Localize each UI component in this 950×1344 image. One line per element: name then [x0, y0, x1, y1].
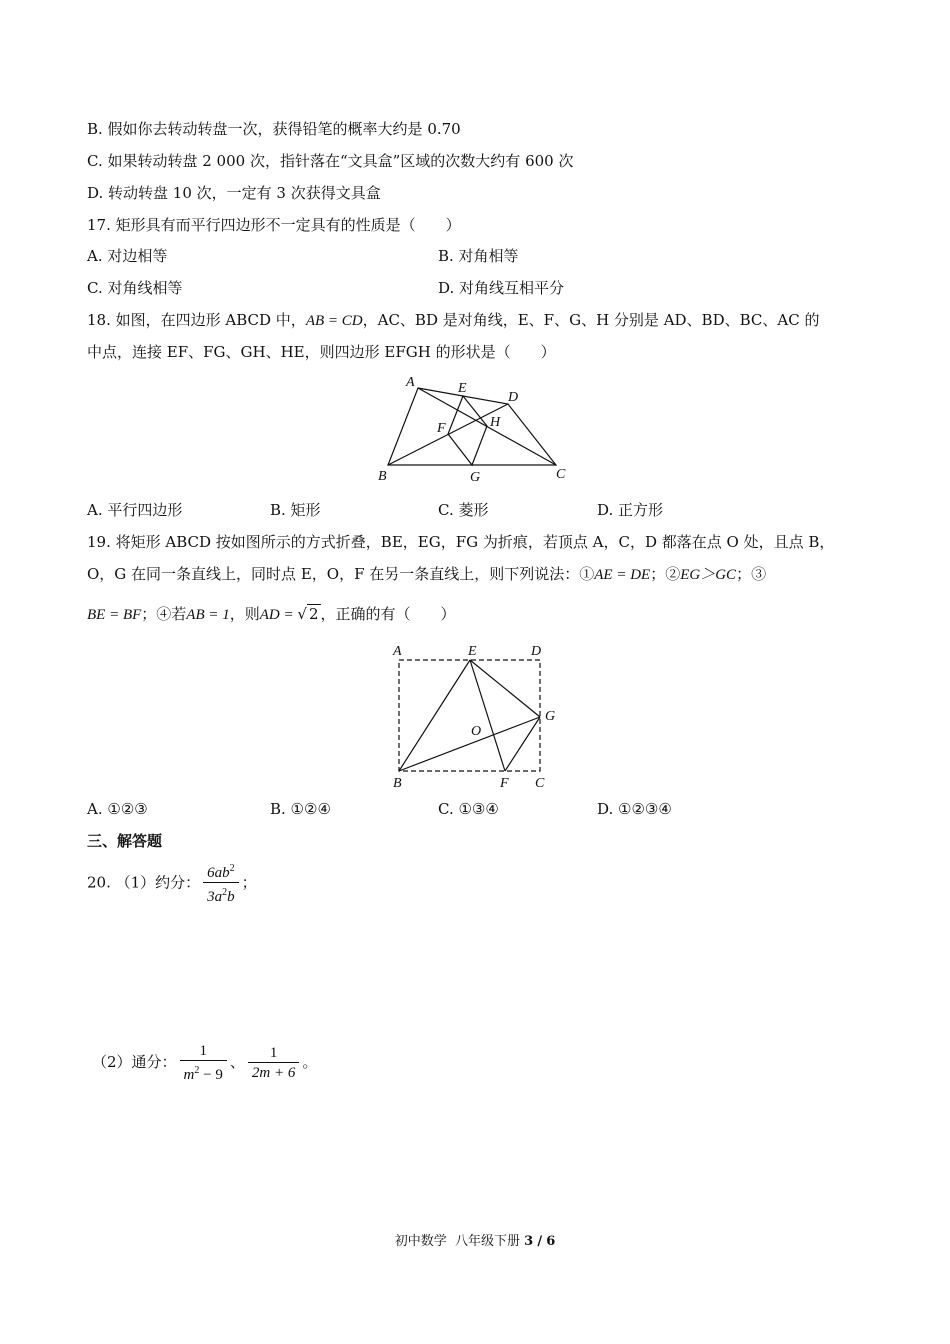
rect-abcd-dashed: [399, 660, 540, 771]
label-a: A: [406, 375, 415, 390]
q20-part2: （2）通分： $\frac{1}{m^2 - 9}$ 、 $\frac{1}{2m + 6}$ 。: [92, 1042, 318, 1083]
q18-option-b: B. 矩形: [270, 501, 321, 519]
fold-fg: [505, 717, 540, 771]
q20-part1: 20. （1）约分： $\frac{6ab^2}{3a^2b}$ ；: [87, 860, 257, 907]
fold-eg: [470, 660, 540, 717]
label-d: D: [508, 390, 519, 405]
section-heading: 三、解答题: [87, 832, 163, 850]
q18-stem-line1: 18. 如图，在四边形 ABCD 中，AB = CD，AC、BD 是对角线，E、F、G、H 分别是 AD、BD、BC、AC 的: [87, 311, 820, 329]
q19-stem-line2: O，G 在同一条直线上，同时点 E，O，F 在另一条直线上，则下列说法：①AE = DE；②EG＞GC；③: [87, 565, 767, 583]
fraction-1-over-2m-plus-6: $\frac{1}{2m + 6}$: [248, 1044, 299, 1083]
fold-be: [399, 660, 470, 771]
label-f: F: [437, 421, 446, 436]
q19-stem-line1: 19. 将矩形 ABCD 按如图所示的方式折叠，BE，EG，FG 为折痕，若顶点 A，C，D 都落在点 O 处，且点 B，: [87, 533, 835, 551]
fraction-1-over-m2-minus-9: $\frac{1}{m^2 - 9}$: [180, 1042, 227, 1085]
quad-abcd: [388, 388, 556, 465]
q17-option-d: D. 对角线互相平分: [438, 279, 565, 297]
label-g: G: [470, 470, 481, 485]
q18-option-d: D. 正方形: [597, 501, 664, 519]
q16-option-c: C. 如果转动转盘 2 000 次，指针落在“文具盒”区域的次数大约有 600 次: [87, 152, 574, 170]
q19-option-c: C. ①③④: [438, 800, 499, 818]
fraction-6ab2-over-3a2b: $\frac{6ab^2}{3a^2b}$: [203, 860, 239, 907]
label-b: B: [393, 776, 402, 791]
q18-stem-line2: 中点，连接 EF、FG、GH、HE，则四边形 EFGH 的形状是（ ）: [87, 343, 556, 361]
label-c: C: [556, 467, 566, 482]
sqrt-two: √ 2: [297, 605, 319, 623]
q18-option-a: A. 平行四边形: [87, 501, 183, 519]
line-ef: [470, 660, 505, 771]
q19-option-b: B. ①②④: [270, 800, 331, 818]
q19-option-d: D. ①②③④: [597, 800, 672, 818]
q16-option-b: B. 假如你去转动转盘一次，获得铅笔的概率大约是 0.70: [87, 120, 461, 138]
label-a: A: [393, 644, 402, 659]
label-o: O: [471, 724, 482, 739]
q18-figure: [370, 370, 580, 485]
page-number: 3: [524, 1234, 534, 1249]
quad-efgh: [448, 396, 487, 465]
label-e: E: [468, 644, 477, 659]
q18-option-c: C. 菱形: [438, 501, 489, 519]
q18-math-ab-cd: AB = CD: [305, 313, 363, 329]
q19-option-a: A. ①②③: [87, 800, 148, 818]
page-total: 6: [546, 1234, 556, 1249]
q19-stem-line3: BE = BF；④若AB = 1，则AD = √ 2 ，正确的有（ ）: [87, 605, 456, 623]
q17-option-c: C. 对角线相等: [87, 279, 183, 297]
q17-stem: 17. 矩形具有而平行四边形不一定具有的性质是（ ）: [87, 216, 461, 234]
label-h: H: [490, 415, 501, 430]
q19-figure: [385, 640, 570, 792]
q17-option-a: A. 对边相等: [87, 247, 168, 265]
label-d: D: [531, 644, 542, 659]
label-b: B: [378, 469, 387, 484]
q17-option-b: B. 对角相等: [438, 247, 519, 265]
q16-option-d: D. 转动转盘 10 次，一定有 3 次获得文具盒: [87, 184, 381, 202]
page-footer: 初中数学 八年级下册 3 / 6: [394, 1234, 556, 1249]
label-g: G: [545, 709, 556, 724]
line-bg: [399, 717, 540, 771]
label-c: C: [535, 776, 545, 791]
label-f: F: [500, 776, 509, 791]
label-e: E: [458, 381, 467, 396]
